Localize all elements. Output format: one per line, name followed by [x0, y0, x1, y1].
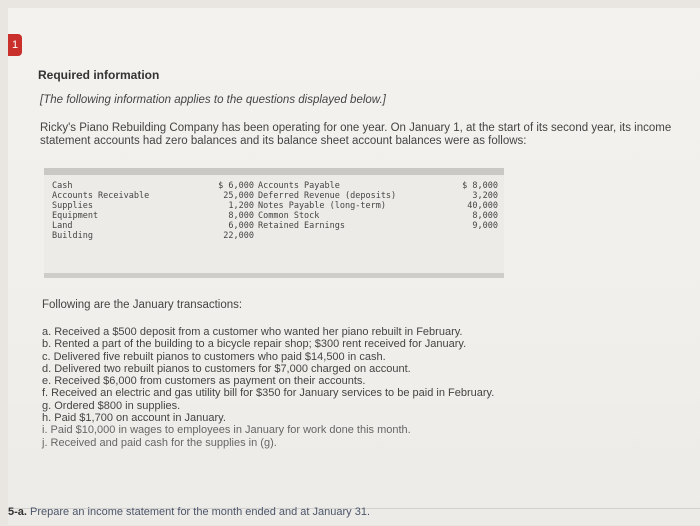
transaction-item: h. Paid $1,700 on account in January.	[42, 412, 226, 425]
part-5a-prompt[interactable]	[8, 506, 370, 518]
applies-note: [The following information applies to the questions displayed below.]	[40, 94, 386, 106]
liabilities-labels-column	[258, 181, 396, 231]
transaction-item: g. Ordered $800 in supplies.	[42, 399, 181, 412]
liability-label: Common Stock	[258, 211, 320, 221]
liabilities-amounts-column	[456, 181, 498, 231]
liability-label: Deferred Revenue (deposits)	[258, 191, 397, 201]
asset-label: Equipment	[52, 211, 99, 221]
asset-amount: $ 6,000	[218, 181, 254, 191]
transaction-item: i. Paid $10,000 in wages to employees in January for work done this month.	[42, 424, 411, 437]
transactions-heading: Following are the January transactions:	[42, 299, 243, 311]
asset-amount: 8,000	[228, 211, 254, 221]
liability-label: Notes Payable (long-term)	[258, 201, 386, 211]
question-number-badge: 1	[8, 34, 22, 56]
asset-label: Land	[52, 221, 73, 231]
balance-sheet-table	[44, 168, 504, 278]
transaction-item: b. Rented a part of the building to a bicycle repair shop; $300 rent received for January.	[42, 338, 467, 351]
transaction-item: j. Received and paid cash for the supplies in (g).	[42, 436, 277, 449]
transactions-list	[42, 326, 682, 449]
part-instruction: Prepare an income statement for the month ended and at January 31.	[30, 506, 371, 518]
liability-label: Accounts Payable	[258, 181, 340, 191]
asset-amount: 6,000	[228, 221, 254, 231]
transaction-item: f. Received an electric and gas utility bill for $350 for January services to be paid in February.	[42, 387, 495, 400]
liability-amount: 3,200	[472, 191, 498, 201]
question-sheet	[8, 8, 700, 525]
asset-label: Building	[52, 231, 93, 241]
problem-intro: Ricky's Piano Rebuilding Company has been operating for one year. On January 1, at the start of its second year, its income statement accounts had zero balances and its balance sheet account balances were as follows:	[40, 122, 672, 147]
liability-amount: $ 8,000	[462, 181, 498, 191]
liability-amount: 8,000	[472, 211, 498, 221]
liability-amount: 40,000	[467, 201, 498, 211]
asset-label: Cash	[52, 181, 73, 191]
part-number: 5-a.	[8, 506, 27, 518]
transaction-item: c. Delivered five rebuilt pianos to customers who paid $14,500 in cash.	[42, 350, 386, 363]
transaction-item: e. Received $6,000 from customers as payment on their accounts.	[42, 375, 366, 388]
assets-labels-column	[52, 181, 149, 241]
assets-amounts-column	[212, 181, 254, 241]
transaction-item: d. Delivered two rebuilt pianos to customers for $7,000 charged on account.	[42, 362, 411, 375]
required-information-heading: Required information	[38, 68, 160, 82]
asset-label: Accounts Receivable	[52, 191, 150, 201]
liability-amount: 9,000	[472, 221, 498, 231]
liability-label: Retained Earnings	[258, 221, 345, 231]
asset-label: Supplies	[52, 201, 93, 211]
asset-amount: 22,000	[223, 231, 254, 241]
asset-amount: 1,200	[228, 201, 254, 211]
transaction-item: a. Received a $500 deposit from a customer who wanted her piano rebuilt in February.	[42, 326, 463, 338]
asset-amount: 25,000	[223, 191, 254, 201]
